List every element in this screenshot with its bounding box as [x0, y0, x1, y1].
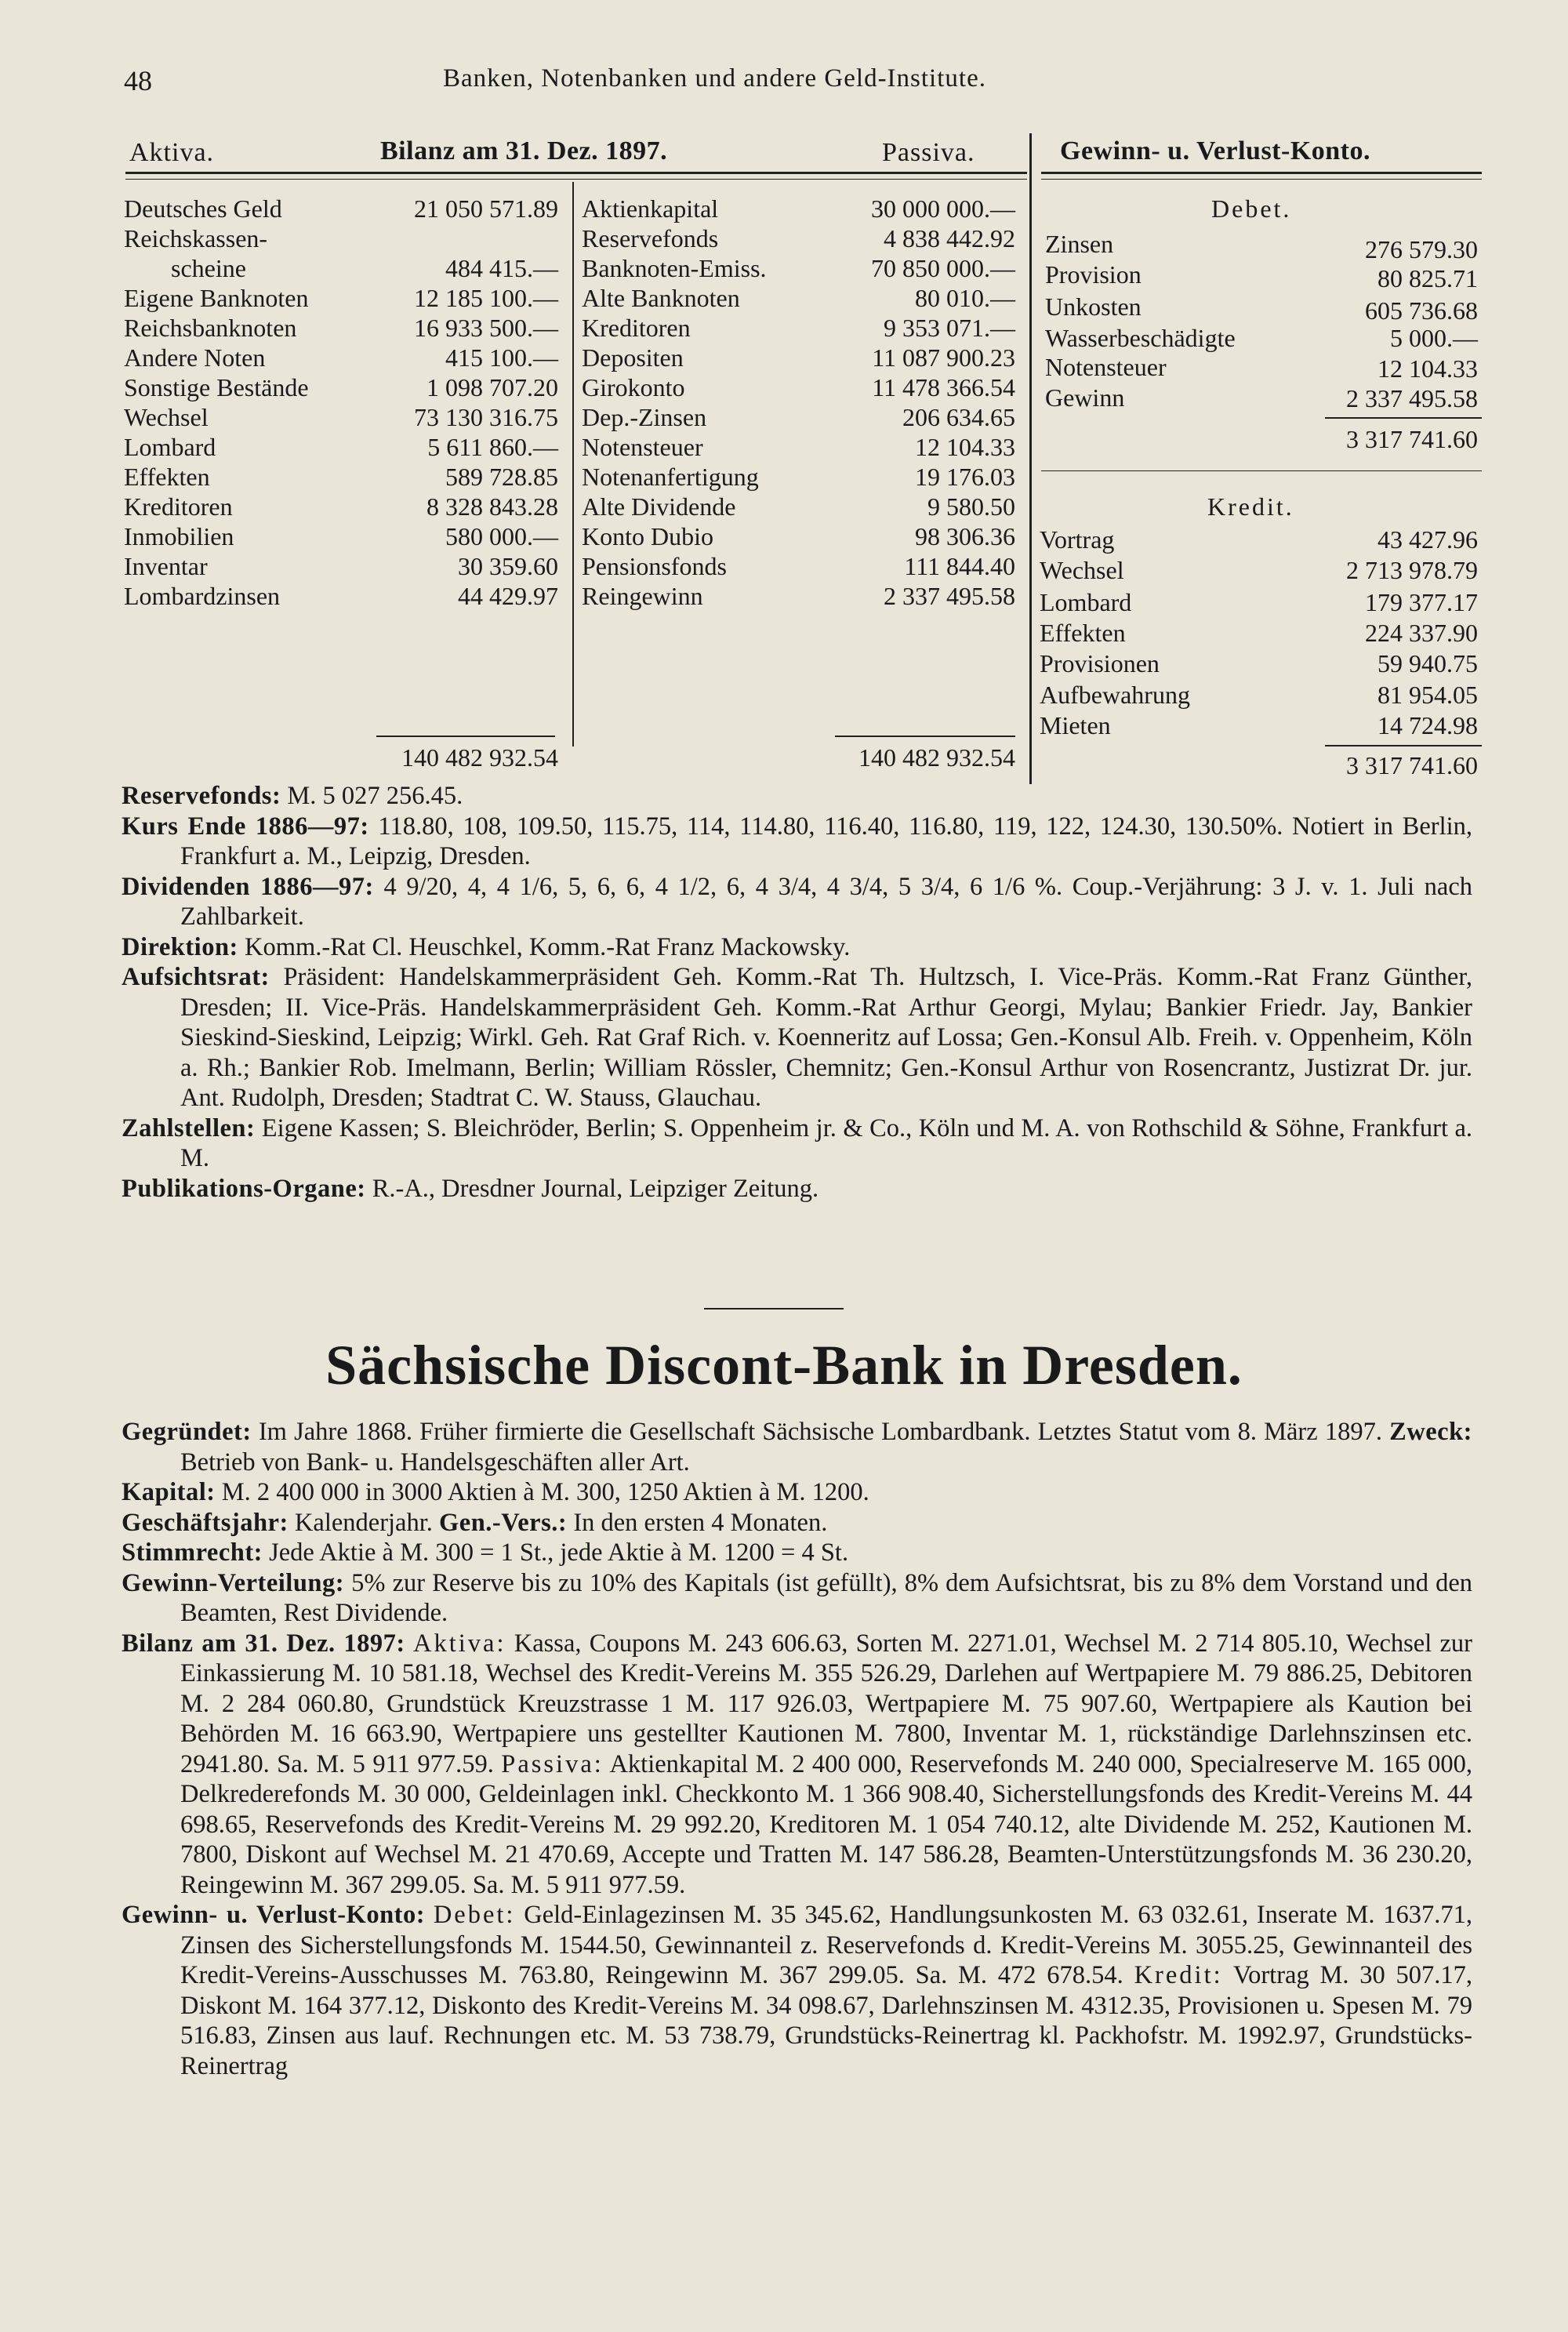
gv-key: Gewinn- u. Verlust-Konto: [122, 1901, 426, 1929]
kredit-label: Wechsel [1040, 556, 1124, 584]
kredit-value: 14 724.98 [1377, 711, 1478, 739]
direktion-key: Direktion: [122, 932, 238, 961]
aktiva-label: Reichsbanknoten [124, 314, 297, 342]
bank-notes [122, 781, 1472, 1204]
gegruendet-entry [122, 1417, 1472, 1477]
passiva-value: 11 087 900.23 [872, 343, 1015, 372]
reservefonds-note [122, 781, 1472, 812]
genvers-text: In den ersten 4 Monaten. [573, 1508, 828, 1537]
aufsichtsrat-key: Aufsichtsrat: [122, 963, 270, 991]
passiva-label: Alte Banknoten [582, 284, 740, 312]
gv-entry [122, 1900, 1472, 2081]
balance-gv-divider [1029, 133, 1032, 784]
bilanz-passiva-text: Aktienkapital M. 2 400 000, Reservefonds M. 240 000, Specialreserve M. 165 000, Delkrederefonds M. 30 000, Geldeinlagen inkl. Checkkonto M. 1 366 908.40, Sicherstellungsfonds des Kredit-Vereins M. 44 698.65, Reservefonds des Kredit-Vereins M. 29 992.20, Kreditoren M. 1 054 740.12, alte Dividende M. 252, Kautionen M. 7800, Diskont auf Wechsel M. 21 470.69, Accepte und Tratten M. 147 586.28, Beamten-Unterstützungsfonds M. 36 230.20, Reingewinn M. 367 299.05. Sa. M. 5 911 977.59. [180, 1749, 1472, 1899]
passiva-value: 80 010.— [915, 284, 1015, 312]
kredit-label: Lombard [1040, 588, 1132, 616]
passiva-value: 206 634.65 [902, 403, 1015, 431]
aktiva-sum-rule [376, 736, 555, 737]
dividenden-note [122, 872, 1472, 932]
passiva-value: 11 478 366.54 [872, 373, 1015, 401]
passiva-label: Alte Dividende [582, 492, 736, 521]
kapital-entry [122, 1477, 1472, 1508]
gv-title: Gewinn- u. Verlust-Konto. [1060, 136, 1370, 165]
aktiva-value: 30 359.60 [458, 552, 558, 580]
debet-value: 5 000.— [1390, 324, 1478, 352]
aktiva-label: Inmobilien [124, 522, 234, 550]
bilanz-aktiva-label: Aktiva: [413, 1629, 506, 1658]
kredit-sum-rule [1325, 745, 1482, 746]
aktiva-label: Reichskassen- [124, 224, 268, 252]
aktiva-label: Effekten [124, 463, 210, 491]
dividenden-key: Dividenden 1886—97: [122, 872, 374, 901]
kapital-text: M. 2 400 000 in 3000 Aktien à M. 300, 1250 Aktien à M. 1200. [221, 1478, 869, 1506]
passiva-label: Notensteuer [582, 433, 703, 461]
direktion-note [122, 932, 1472, 963]
aktiva-value: 8 328 843.28 [426, 492, 558, 521]
aktiva-value: 44 429.97 [458, 582, 558, 610]
passiva-value: 12 104.33 [915, 433, 1015, 461]
aufsichtsrat-text: Präsident: Handelskammerpräsident Geh. Komm.-Rat Th. Hultzsch, I. Vice-Präs. Komm.-Rat Franz Günther, Dresden; II. Vice-Präs. Handelskammerpräsident Geh. Komm.-Rat Arthur Georgi, Mylau; Bankier Friedr. Jay, Bankier Sieskind-Sieskind, Leipzig; Wirkl. Geh. Rat Graf Rich. v. Koenneritz auf Lossa; Gen.-Konsul Alb. Freih. v. Oppenheim, Köln a. Rh.; Bankier Rob. Imelmann, Berlin; William Rössler, Chemnitz; Gen.-Konsul Arthur von Rosencrantz, Justizrat Dr. jur. Ant. Rudolph, Dresden; Stadtrat C. W. Stauss, Glauchau. [180, 963, 1473, 1112]
stimmrecht-text: Jede Aktie à M. 300 = 1 St., jede Aktie à M. 1200 = 4 St. [269, 1538, 849, 1567]
aktiva-value: 580 000.— [445, 522, 558, 550]
passiva-value: 19 176.03 [915, 463, 1015, 491]
aktiva-label: Andere Noten [124, 343, 266, 372]
gv-top-rule [1041, 172, 1482, 174]
bilanz-key: Bilanz am 31. Dez. 1897: [122, 1629, 405, 1658]
debet-heading: Debet. [1211, 194, 1292, 223]
bilanz-passiva-label: Passiva: [501, 1749, 604, 1778]
aktiva-value: 484 415.— [445, 254, 558, 282]
passiva-label: Kreditoren [582, 314, 691, 342]
aktiva-label: Inventar [124, 552, 208, 580]
section-title: Sächsische Discont-Bank in Dresden. [325, 1334, 1243, 1397]
passiva-label: Aktienkapital [582, 194, 719, 223]
kredit-label: Effekten [1040, 619, 1126, 647]
running-title: Banken, Notenbanken und andere Geld-Institute. [443, 64, 986, 93]
debet-value: 605 736.68 [1365, 296, 1478, 325]
reservefonds-text: M. 5 027 256.45. [287, 782, 463, 810]
aktiva-label: Deutsches Geld [124, 194, 282, 223]
passiva-label: Reingewinn [582, 582, 703, 610]
passiva-label: Pensionsfonds [582, 552, 727, 580]
geschaeftsjahr-entry [122, 1508, 1472, 1538]
genvers-key: Gen.-Vers.: [439, 1508, 568, 1537]
stimmrecht-entry [122, 1538, 1472, 1568]
passiva-value: 2 337 495.58 [884, 582, 1015, 610]
passiva-sum-rule [835, 736, 1015, 737]
passiva-value: 111 844.40 [904, 552, 1015, 580]
publikation-note [122, 1174, 1472, 1204]
aktiva-value: 1 098 707.20 [426, 373, 558, 401]
gewinnvert-entry [122, 1568, 1472, 1629]
aktiva-label: Lombardzinsen [124, 582, 281, 610]
gewinnvert-key: Gewinn-Verteilung: [122, 1568, 345, 1597]
kurs-key: Kurs Ende 1886—97: [122, 812, 369, 841]
aktiva-label: Sonstige Bestände [124, 373, 309, 401]
kredit-value: 179 377.17 [1365, 588, 1478, 616]
passiva-value: 30 000 000.— [871, 194, 1015, 223]
gv-kredit-label: Kredit: [1134, 1961, 1223, 1989]
kredit-label: Mieten [1040, 711, 1111, 739]
publikation-text: R.-A., Dresdner Journal, Leipziger Zeitung. [372, 1174, 819, 1203]
passiva-value: 70 850 000.— [871, 254, 1015, 282]
section-separator [704, 1308, 844, 1309]
kredit-value: 224 337.90 [1365, 619, 1478, 647]
passiva-label: Depositen [582, 343, 684, 372]
aktiva-label: Kreditoren [124, 492, 233, 521]
debet-label: Notensteuer [1045, 353, 1167, 381]
zahlstellen-key: Zahlstellen: [122, 1113, 256, 1142]
passiva-value: 98 306.36 [915, 522, 1015, 550]
passiva-total: 140 482 932.54 [858, 743, 1015, 772]
kurs-text: 118.80, 108, 109.50, 115.75, 114, 114.80, 116.40, 116.80, 119, 122, 124.30, 130.50%. Notiert in Berlin, Frankfurt a. M., Leipzig, Dresden. [180, 812, 1473, 870]
passiva-value: 9 580.50 [927, 492, 1015, 521]
passiva-label: Banknoten-Emiss. [582, 254, 767, 282]
aufsichtsrat-note [122, 962, 1472, 1113]
debet-label: Wasserbeschädigte [1045, 324, 1236, 352]
debet-value: 80 825.71 [1377, 264, 1478, 292]
zahlstellen-text: Eigene Kassen; S. Bleichröder, Berlin; S. Oppenheim jr. & Co., Köln und M. A. von Rothschild & Söhne, Frankfurt a. M. [180, 1113, 1472, 1172]
kredit-label: Aufbewahrung [1040, 681, 1190, 709]
passiva-label: Notenanfertigung [582, 463, 759, 491]
passiva-label: Girokonto [582, 373, 685, 401]
debet-label: Provision [1045, 260, 1142, 289]
passiva-value: 9 353 071.— [884, 314, 1015, 342]
passiva-label: Reservefonds [582, 224, 719, 252]
zahlstellen-note [122, 1113, 1472, 1174]
bilanz-entry [122, 1629, 1472, 1901]
debet-value: 12 104.33 [1377, 354, 1478, 383]
passiva-label: Konto Dubio [582, 522, 713, 550]
aktiva-heading: Aktiva. [129, 138, 215, 167]
gv-debet-label: Debet: [433, 1901, 516, 1929]
aktiva-value: 21 050 571.89 [414, 194, 558, 223]
balance-title: Bilanz am 31. Dez. 1897. [380, 136, 668, 165]
publikation-key: Publikations-Organe: [122, 1174, 366, 1203]
kredit-value: 2 713 978.79 [1346, 556, 1478, 584]
aktiva-value: 589 728.85 [445, 463, 558, 491]
gegruendet-text: Im Jahre 1868. Früher firmierte die Gesellschaft Sächsische Lombardbank. Letztes Statut vom 8. März 1897. [258, 1418, 1382, 1446]
kredit-heading: Kredit. [1207, 492, 1294, 521]
balance-top-rule-2 [125, 179, 1027, 180]
aktiva-value: 12 185 100.— [414, 284, 558, 312]
aktiva-value: 5 611 860.— [427, 433, 558, 461]
kredit-label: Vortrag [1040, 525, 1115, 554]
aktiva-value: 73 130 316.75 [414, 403, 558, 431]
zweck-key: Zweck: [1389, 1418, 1473, 1446]
kredit-value: 81 954.05 [1377, 681, 1478, 709]
balance-column-divider [572, 182, 574, 746]
aktiva-label: Lombard [124, 433, 216, 461]
aktiva-total: 140 482 932.54 [401, 743, 558, 772]
kurs-note [122, 812, 1472, 872]
aktiva-label: scheine [171, 254, 246, 282]
passiva-value: 4 838 442.92 [884, 224, 1015, 252]
bilanz-aktiva-text: Kassa, Coupons M. 243 606.63, Sorten M. 2271.01, Wechsel M. 2 714 805.10, Wechsel zur Einkassierung M. 10 581.18, Wechsel des Kredit-Vereins M. 355 526.29, Darlehen auf Wertpapiere M. 79 886.25, Debitoren M. 2 284 060.80, Grundstück Kreuzstrasse 1 M. 117 926.03, Wertpapiere M. 75 907.60, Wertpapiere als Kaution bei Behörden M. 16 663.90, Wertpapiere uns gestellter Kautionen M. 7800, Inventar M. 1, rückständige Darlehnszinsen etc. 2941.80. Sa. M. 5 911 977.59. [180, 1629, 1473, 1778]
direktion-text: Komm.-Rat Cl. Heuschkel, Komm.-Rat Franz Mackowsky. [244, 932, 851, 961]
geschaeftsjahr-key: Geschäftsjahr: [122, 1508, 289, 1537]
kredit-value: 43 427.96 [1377, 525, 1478, 554]
debet-value: 2 337 495.58 [1346, 384, 1478, 412]
gv-kredit-text: Vortrag M. 30 507.17, Diskont M. 164 377.12, Diskonto des Kredit-Vereins M. 34 098.67, Darlehnszinsen M. 4312.35, Provisionen u. Spesen M. 79 516.83, Zinsen aus lauf. Rechnungen etc. M. 53 738.79, Grundstücks-Reinertrag kl. Packhofstr. M. 1992.97, Grundstücks-Reinertrag [180, 1961, 1473, 2080]
gegruendet-key: Gegründet: [122, 1418, 252, 1446]
gv-debet-kredit-divider [1041, 470, 1482, 471]
debet-label: Zinsen [1045, 230, 1114, 258]
balance-top-rule [125, 172, 1027, 174]
debet-value: 276 579.30 [1365, 235, 1478, 263]
aktiva-label: Eigene Banknoten [124, 284, 309, 312]
aktiva-label: Wechsel [124, 403, 209, 431]
zweck-text: Betrieb von Bank- u. Handelsgeschäften aller Art. [180, 1448, 690, 1477]
dividenden-text: 4 9/20, 4, 4 1/6, 5, 6, 6, 4 1/2, 6, 4 3/4, 4 3/4, 5 3/4, 6 1/6 %. Coup.-Verjährung: 3 J. v. 1. Juli nach Zahlbarkeit. [180, 872, 1472, 931]
debet-total: 3 317 741.60 [1346, 425, 1478, 453]
debet-label: Unkosten [1045, 292, 1142, 321]
kredit-label: Provisionen [1040, 649, 1160, 677]
kapital-key: Kapital: [122, 1478, 216, 1506]
gv-top-rule-2 [1041, 179, 1482, 180]
discont-bank-body [122, 1417, 1472, 2081]
reservefonds-key: Reservefonds: [122, 782, 281, 810]
debet-sum-rule [1325, 417, 1482, 419]
debet-label: Gewinn [1045, 383, 1125, 412]
kredit-total: 3 317 741.60 [1346, 751, 1478, 779]
gv-debet-text: Geld-Einlagezinsen M. 35 345.62, Handlungsunkosten M. 63 032.61, Inserate M. 1637.71, Zinsen des Sicherstellungsfonds M. 1544.50, Gewinnanteil z. Reservefonds d. Kredit-Vereins M. 3055.25, Gewinnanteil des Kredit-Vereins-Ausschusses M. 763.80, Reingewinn M. 367 299.05. Sa. M. 472 678.54. [180, 1901, 1472, 1989]
geschaeftsjahr-text: Kalenderjahr. [294, 1508, 433, 1537]
passiva-label: Dep.-Zinsen [582, 403, 707, 431]
aktiva-value: 16 933 500.— [414, 314, 558, 342]
passiva-heading: Passiva. [882, 138, 975, 167]
page-number: 48 [124, 65, 152, 96]
stimmrecht-key: Stimmrecht: [122, 1538, 263, 1567]
aktiva-value: 415 100.— [445, 343, 558, 372]
gewinnvert-text: 5% zur Reserve bis zu 10% des Kapitals (ist gefüllt), 8% dem Aufsichtsrat, bis zu 8% dem Vorstand und den Beamten, Rest Dividende. [180, 1568, 1473, 1627]
kredit-value: 59 940.75 [1377, 649, 1478, 677]
